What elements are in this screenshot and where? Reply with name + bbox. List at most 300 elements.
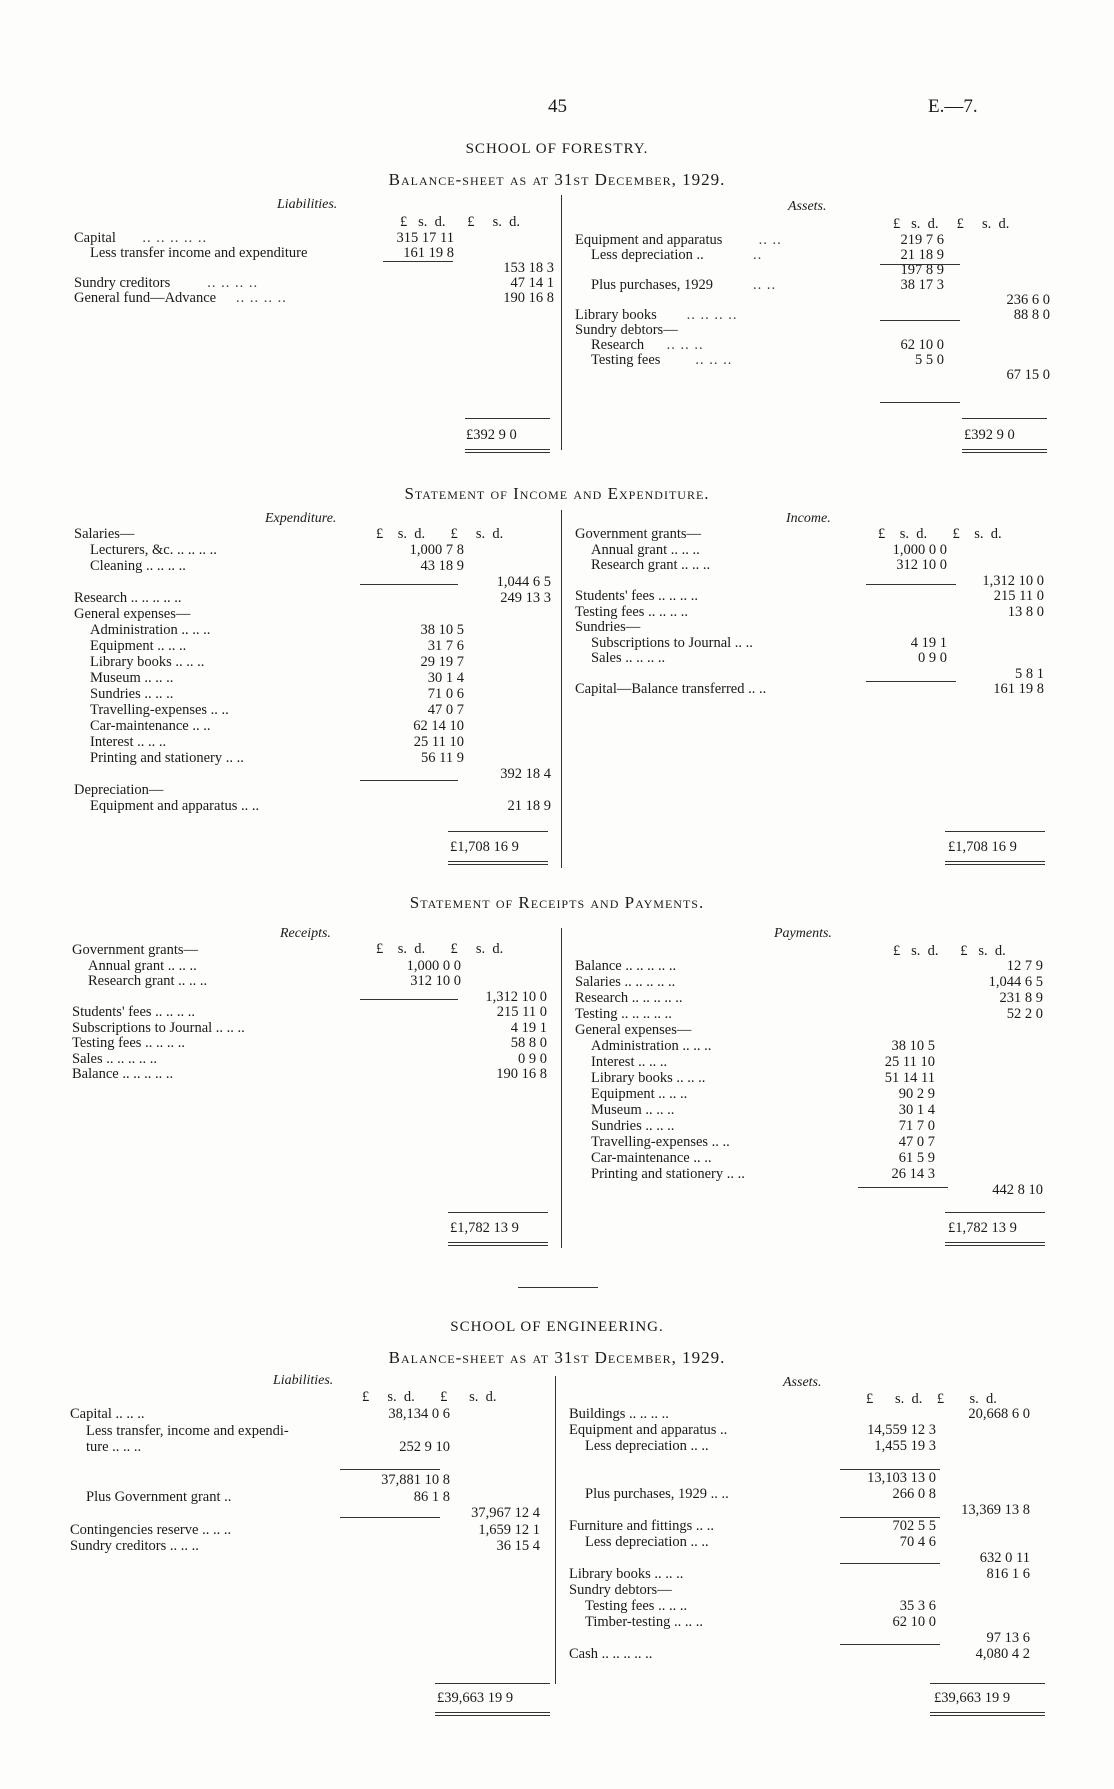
amount-outer: 5 8 1 [1015,665,1044,682]
row-label: Library books [575,307,657,323]
leader-dots: .. .. .. .. [236,290,287,306]
amount-outer: 215 11 0 [496,1004,547,1020]
table-row [569,1486,1049,1502]
row-label: Less transfer income and expenditure [90,245,308,261]
table-row [70,1538,550,1554]
table-row [575,990,1055,1006]
amount-inner: 219 7 6 [900,232,944,248]
amount-inner: 71 0 6 [427,686,464,702]
row-label: Equipment and apparatus .. .. [90,798,260,814]
table-row [575,635,1055,651]
amount-outer: 442 8 10 [992,1182,1043,1198]
amount-inner: 312 10 0 [410,973,461,989]
leader-dots: .. .. .. .. [686,307,738,323]
double-rule [465,449,550,453]
amount-inner: 47 0 7 [427,702,464,718]
amount-outer: 215 11 0 [993,588,1044,604]
amount-inner: 37,881 10 8 [381,1472,450,1488]
rule [840,1469,940,1470]
row-label: Less depreciation .. [591,247,704,263]
forestry-balance-title: Balance-sheet as at 31st December, 1929. [388,170,726,189]
rule [866,681,956,682]
table-row [569,1534,1049,1550]
table-row [575,352,1055,368]
row-label: Sundry debtors— [575,322,678,338]
row-label: Subscriptions to Journal .. .. .. [72,1019,245,1036]
row-label: Library books .. .. .. [569,1566,684,1582]
table-row [575,542,1055,558]
table-row [575,588,1055,604]
receipts-heading: Receipts. [280,926,331,941]
table-row [74,290,554,306]
row-label: General expenses— [74,606,191,622]
rule [448,1212,548,1213]
row-label: Testing fees .. .. .. .. [575,603,688,620]
forestry-assets-total: £392 9 0 [964,427,1015,443]
table-row [569,1454,1049,1470]
row-label: Equipment and apparatus .. [569,1422,728,1438]
row-label: Museum .. .. .. [591,1102,675,1118]
amount-inner: 1,455 19 3 [874,1438,936,1454]
table-row [72,958,552,974]
row-label: Furniture and fittings .. .. [569,1518,714,1534]
rule [840,1517,940,1518]
row-label: Less depreciation .. .. [585,1534,709,1550]
expenditure-heading: Expenditure. [265,511,337,526]
table-row [575,367,1055,383]
leader-dots: .. .. [753,277,777,293]
amount-inner: 0 9 0 [918,650,947,666]
row-label: Testing fees [591,352,661,368]
engineering-title: SCHOOL OF ENGINEERING. [450,1319,664,1335]
table-row [74,230,554,246]
table-row [74,590,554,606]
row-label: Interest .. .. .. [591,1054,668,1070]
table-row [575,1134,1055,1150]
amount-inner: 29 19 7 [420,654,464,670]
amount-outer: 4 19 1 [510,1019,547,1036]
currency-col-heads: £ s. d. £ s. d. [866,1391,997,1407]
income-total: £1,708 16 9 [948,839,1017,855]
table-row [575,526,1055,542]
table-row [575,1102,1055,1118]
amount-inner: 4 19 1 [910,634,947,651]
amount-outer: 1,312 10 0 [982,572,1044,589]
forestry-liabilities-total: £392 9 0 [466,427,517,443]
amount-inner: 38 10 5 [891,1038,935,1054]
table-row [575,604,1055,620]
amount-inner: 86 1 8 [413,1488,450,1505]
table-row [72,942,552,958]
amount-inner: 13,103 13 0 [867,1470,936,1486]
table-row [569,1422,1049,1438]
amount-inner: 315 17 11 [396,230,454,246]
table-row [74,734,554,750]
row-label: Sundry debtors— [569,1582,672,1598]
rule [962,418,1047,419]
table-row [74,782,554,798]
table-row [569,1630,1049,1646]
rule [340,1517,440,1518]
amount-outer: 67 15 0 [1006,367,1050,383]
table-row [70,1472,550,1488]
amount-outer: 1,044 6 5 [496,574,551,590]
receipts-divider [561,928,562,1248]
amount-inner: 31 7 6 [427,638,464,654]
amount-inner: 38,134 0 6 [388,1406,450,1422]
amount-outer: 1,659 12 1 [478,1521,540,1538]
double-rule [448,1242,548,1246]
table-row [569,1646,1049,1662]
double-rule [945,861,1045,865]
currency-col-heads: £ s. d. £ s. d. [878,526,1002,542]
amount-outer: 37,967 12 4 [471,1505,540,1521]
amount-inner: 30 1 4 [427,670,464,686]
rule [945,831,1045,832]
double-rule [930,1712,1045,1716]
amount-outer: 190 16 8 [503,290,554,306]
rule [360,780,458,781]
amount-inner: 71 7 0 [898,1118,935,1134]
amount-inner: 702 5 5 [892,1518,936,1534]
payments-heading: Payments. [774,926,832,941]
rule [465,418,550,419]
amount-inner: 38 10 5 [420,622,464,638]
row-label: Plus Government grant .. [86,1488,232,1505]
table-row [70,1489,550,1505]
row-label: Plus purchases, 1929 .. .. [585,1486,729,1502]
table-row [575,247,1055,263]
table-row [74,260,554,276]
row-label: Research .. .. .. .. .. [575,990,683,1006]
table-row [70,1423,550,1439]
table-row [569,1550,1049,1566]
rule [840,1563,940,1564]
income-statement-title: Statement of Income and Expenditure. [404,484,710,503]
table-row [575,650,1055,666]
amount-outer: 0 9 0 [518,1050,547,1067]
double-rule [435,1712,550,1716]
double-rule [962,449,1047,453]
amount-inner: 62 10 0 [892,1614,936,1630]
table-row [569,1598,1049,1614]
amount-inner: 1,000 7 8 [409,542,464,558]
rule [880,402,960,403]
row-label: Travelling-expenses .. .. [591,1134,730,1150]
table-row [575,292,1055,308]
table-row [575,232,1055,248]
table-row [74,558,554,574]
amount-outer: 231 8 9 [999,990,1043,1006]
table-row [575,322,1055,338]
row-label: Annual grant .. .. .. [88,957,197,974]
row-label: Sundries .. .. .. [591,1118,675,1134]
table-row [575,1070,1055,1086]
table-row [72,1020,552,1036]
amount-inner: 161 19 8 [403,245,454,261]
engineering-balance-title: Balance-sheet as at 31st December, 1929. [388,1348,726,1367]
rule [945,1212,1045,1213]
engineering-liabilities-total: £39,663 19 9 [437,1690,514,1706]
income-divider [561,510,562,868]
amount-outer: 236 6 0 [1006,292,1050,308]
table-row [74,526,554,542]
table-row [74,766,554,782]
table-row [74,574,554,590]
table-row [72,973,552,989]
table-row [575,1038,1055,1054]
row-label: Administration .. .. .. [90,622,211,638]
row-label: Interest .. .. .. [90,734,167,750]
amount-outer: 816 1 6 [986,1566,1030,1582]
amount-inner: 21 18 9 [900,247,944,263]
table-row [74,638,554,654]
rule [360,999,458,1000]
table-row [569,1406,1049,1422]
row-label: Testing .. .. .. .. .. [575,1006,672,1022]
amount-outer: 1,044 6 5 [988,974,1043,990]
table-row [74,718,554,734]
table-row [569,1438,1049,1454]
amount-inner: 35 3 6 [899,1598,936,1614]
row-label: Research [591,337,645,353]
amount-inner: 30 1 4 [898,1102,935,1118]
amount-outer: 13,369 13 8 [961,1502,1030,1518]
amount-inner: 51 14 11 [884,1070,935,1086]
currency-col-heads: £ s. d. £ s. d. [362,1389,497,1405]
currency-col-heads: £ s. d. £ s. d. [400,214,521,230]
table-row [74,670,554,686]
row-label: General expenses— [575,1022,692,1038]
row-label: Plus purchases, 1929 [591,277,714,293]
table-row [575,958,1055,974]
rule [880,264,960,265]
amount-inner: 25 11 10 [884,1054,935,1070]
row-label: Lecturers, &c. .. .. .. .. [90,542,217,558]
rule [840,1644,940,1645]
table-row [569,1566,1049,1582]
amount-inner: 70 4 6 [899,1534,936,1550]
amount-inner: 62 14 10 [413,718,464,734]
rule [340,1469,440,1470]
amount-inner: 90 2 9 [898,1086,935,1102]
row-label: Museum .. .. .. [90,670,174,686]
table-row [74,542,554,558]
row-label: Contingencies reserve .. .. .. [70,1521,232,1538]
table-row [70,1505,550,1521]
table-row [74,654,554,670]
row-label: Cash .. .. .. .. .. [569,1646,653,1662]
row-label: Library books .. .. .. [90,654,205,670]
row-label: Annual grant .. .. .. [591,541,700,558]
row-label: Car-maintenance .. .. [591,1150,712,1166]
table-row [74,275,554,291]
amount-outer: 161 19 8 [993,681,1044,697]
income-heading: Income. [786,511,831,526]
leader-dots: .. [753,247,763,263]
leader-dots: .. .. .. .. [207,275,259,291]
table-row [575,681,1055,697]
table-row [575,974,1055,990]
table-row [575,1150,1055,1166]
row-label: General fund—Advance [74,290,217,306]
double-rule [945,1242,1045,1246]
row-label: Less transfer, income and expendi- [86,1422,289,1439]
row-label: Library books .. .. .. [591,1070,706,1086]
row-label: Salaries— [74,526,135,542]
row-label: Sundry creditors .. .. .. [70,1538,199,1554]
currency-col-heads: £ s. d. £ s. d. [376,941,504,957]
currency-col-heads: £ s. d. £ s. d. [893,943,1006,959]
row-label: Timber-testing .. .. .. [585,1614,703,1630]
currency-col-heads: £ s. d. £ s. d. [376,526,504,542]
amount-outer: 1,312 10 0 [485,988,547,1005]
amount-inner: 252 9 10 [399,1439,450,1455]
rule [858,1187,948,1188]
row-label: Sundries .. .. .. [90,686,174,702]
table-row [74,686,554,702]
table-row [70,1522,550,1538]
table-row [569,1582,1049,1598]
amount-inner: 1,000 0 0 [892,541,947,558]
row-label: Printing and stationery .. .. [90,750,244,766]
currency-col-heads: £ s. d. £ s. d. [893,216,1010,232]
table-row [72,989,552,1005]
amount-inner: 43 18 9 [420,558,464,574]
amount-outer: 153 18 3 [503,260,554,276]
amount-outer: 58 8 0 [510,1035,547,1051]
amount-outer: 88 8 0 [1013,307,1050,323]
amount-inner: 14,559 12 3 [867,1422,936,1438]
table-row [575,277,1055,293]
amount-outer: 36 15 4 [496,1538,540,1554]
amount-outer: 13 8 0 [1007,603,1044,620]
amount-inner: 197 8 9 [900,262,944,278]
row-label: Equipment .. .. .. [591,1086,688,1102]
row-label: Research .. .. .. .. .. [74,590,182,606]
row-label: Research grant .. .. .. [591,557,711,573]
row-label: Capital [74,230,116,246]
leader-dots: .. .. .. [666,337,704,353]
rule [360,584,458,585]
row-label: Equipment and apparatus [575,232,723,248]
double-rule [448,861,548,865]
amount-outer: 52 2 0 [1006,1006,1043,1022]
amount-outer: 4,080 4 2 [975,1646,1030,1662]
amount-outer: 21 18 9 [507,798,551,814]
amount-inner: 1,000 0 0 [406,957,461,974]
table-row [575,1166,1055,1182]
leader-dots: .. .. [758,232,782,248]
table-row [72,1035,552,1051]
amount-outer: 190 16 8 [496,1066,547,1082]
row-label: Printing and stationery .. .. [591,1166,745,1182]
table-row [575,573,1055,589]
table-row [74,750,554,766]
amount-inner: 56 11 9 [421,750,464,766]
row-label: Administration .. .. .. [591,1038,712,1054]
amount-outer: 392 18 4 [500,766,551,782]
table-row [575,1118,1055,1134]
row-label: Students' fees .. .. .. .. [575,588,699,604]
amount-inner: 47 0 7 [898,1134,935,1150]
row-label: Salaries .. .. .. .. .. [575,974,676,990]
table-row [74,622,554,638]
section-separator [518,1287,598,1288]
page-reference: E.—7. [928,96,978,117]
table-row [575,557,1055,573]
table-row [575,1182,1055,1198]
row-label: Travelling-expenses .. .. [90,702,229,718]
rule [930,1683,1045,1684]
table-row [72,1066,552,1082]
table-row [569,1470,1049,1486]
row-label: Capital .. .. .. [70,1406,145,1422]
row-label: Students' fees .. .. .. .. [72,1004,196,1020]
table-row [72,1051,552,1067]
row-label: ture .. .. .. [86,1439,142,1455]
assets-heading: Assets. [783,1375,822,1390]
table-row [575,262,1055,278]
payments-total: £1,782 13 9 [948,1220,1017,1236]
row-label: Depreciation— [74,782,164,798]
table-row [74,606,554,622]
expenditure-total: £1,708 16 9 [450,839,519,855]
row-label: Sundries— [575,619,641,635]
row-label: Equipment .. .. .. [90,638,187,654]
amount-inner: 312 10 0 [896,557,947,573]
amount-inner: 5 5 0 [915,352,944,368]
rule [866,584,956,585]
table-row [575,1022,1055,1038]
table-row [74,245,554,261]
row-label: Government grants— [575,526,702,542]
row-label: Cleaning .. .. .. .. [90,558,186,574]
rule [880,320,960,321]
row-label: Testing fees .. .. .. [585,1598,688,1614]
amount-inner: 25 11 10 [413,734,464,750]
row-label: Government grants— [72,942,199,958]
engineering-divider [555,1376,556,1684]
row-label: Sales .. .. .. .. [591,650,666,666]
liabilities-heading: Liabilities. [277,197,338,212]
rule [448,831,548,832]
engineering-assets-total: £39,663 19 9 [934,1690,1011,1706]
forestry-balance-divider [561,195,562,450]
amount-inner: 38 17 3 [900,277,944,293]
amount-inner: 62 10 0 [900,337,944,353]
row-label: Balance .. .. .. .. .. [575,958,677,974]
forestry-title: SCHOOL OF FORESTRY. [465,141,649,157]
assets-heading: Assets. [788,199,827,214]
table-row [70,1456,550,1472]
amount-outer: 20,668 6 0 [968,1406,1030,1422]
amount-outer: 47 14 1 [510,275,554,291]
row-label: Testing fees .. .. .. .. [72,1035,185,1051]
table-row [575,1006,1055,1022]
amount-outer: 632 0 11 [979,1550,1030,1566]
table-row [575,337,1055,353]
row-label: Subscriptions to Journal .. .. [591,634,753,651]
table-row [569,1518,1049,1534]
amount-outer: 97 13 6 [986,1630,1030,1646]
table-row [569,1614,1049,1630]
table-row [70,1439,550,1455]
rule [383,261,453,262]
leader-dots: .. .. .. [695,352,733,368]
row-label: Capital—Balance transferred .. .. [575,681,767,697]
table-row [575,1086,1055,1102]
